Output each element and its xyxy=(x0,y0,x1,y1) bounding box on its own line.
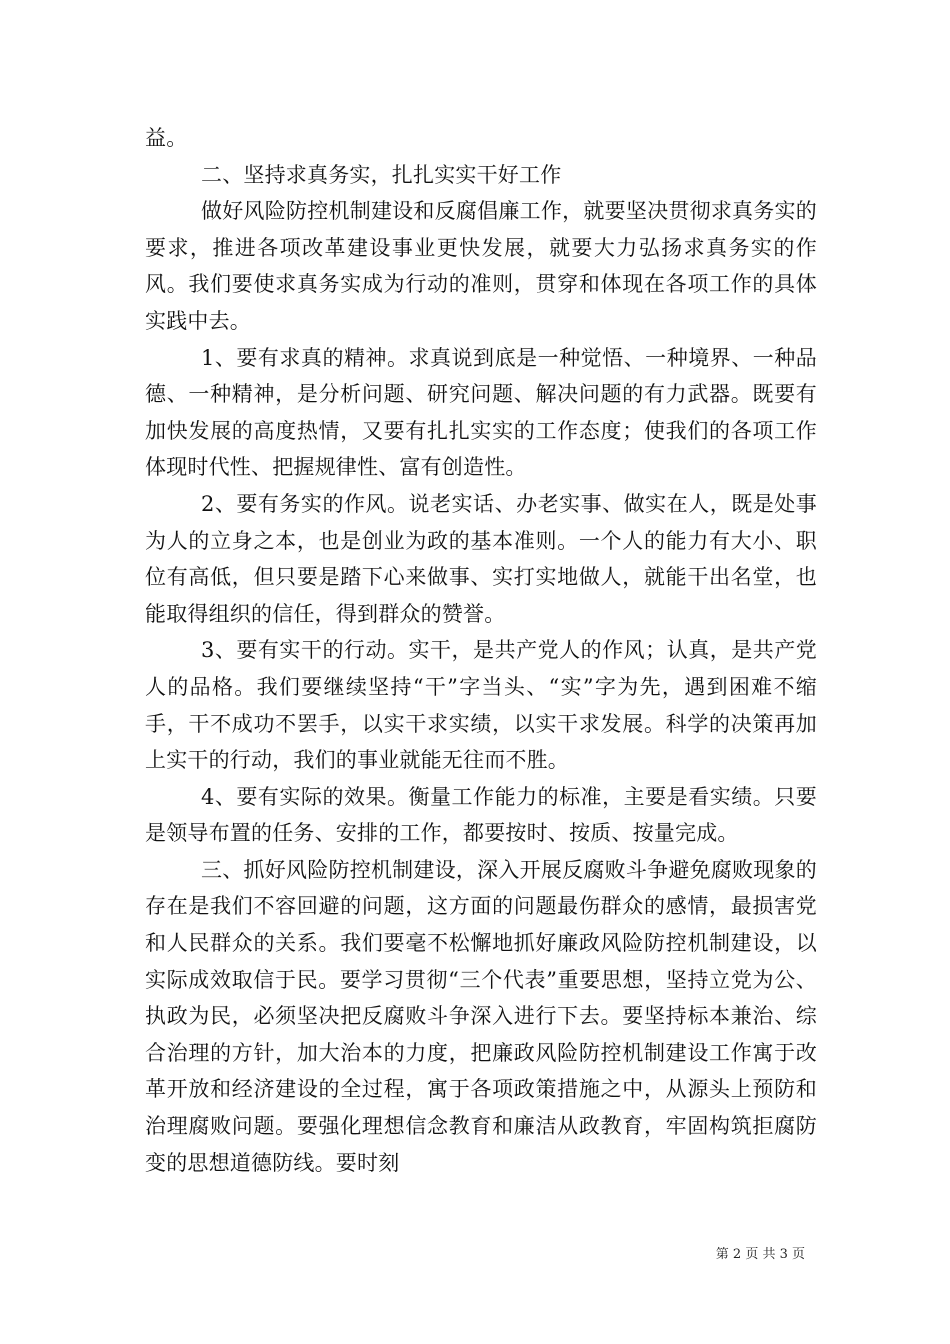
paragraph-5: 2、要有务实的作风。说老实话、办老实事、做实在人，既是处事为人的立身之本，也是创业为政的基本准则。一个人的能力有大小、职位有高低，但只要是踏下心来做事、实打实地做人，就能干出名堂，也能取得组织的信任，得到群众的赞誉。 xyxy=(145,491,817,626)
body-text xyxy=(145,120,817,1181)
paragraph-3: 做好风险防控机制建设和反腐倡廉工作，就要坚决贯彻求真务实的要求，推进各项改革建设事业更快发展，就要大力弘扬求真务实的作风。我们要使求真务实成为行动的准则，贯穿和体现在各项工作的具体实践中去。 xyxy=(145,199,817,333)
section-heading-2: 二、坚持求真务实，扎扎实实干好工作 xyxy=(201,162,562,187)
section-heading-3-paragraph: 三、抓好风险防控机制建设，深入开展反腐败斗争避免腐败现象的存在是我们不容回避的问题，这方面的问题最伤群众的感情，最损害党和人民群众的关系。我们要毫不松懈地抓好廉政风险防控机制建设，以实际成效取信于民。要学习贯彻“三个代表”重要思想，坚持立党为公、执政为民，必须坚决把反腐败斗争深入进行下去。要坚持标本兼治、综合治理的方针，加大治本的力度，把廉政风险防控机制建设工作寓于改革开放和经济建设的全过程，寓于各项政策措施之中，从源头上预防和治理腐败问题。要强化理想信念教育和廉洁从政教育，牢固构筑拒腐防变的思想道德防线。要时刻 xyxy=(145,857,817,1175)
paragraph-7: 4、要有实际的效果。衡量工作能力的标准，主要是看实绩。只要是领导布置的任务、安排的工作，都要按时、按质、按量完成。 xyxy=(145,784,817,846)
page-number-footer: 第 2 页 共 3 页 xyxy=(715,1247,805,1262)
paragraph-6: 3、要有实干的行动。实干，是共产党人的作风；认真，是共产党人的品格。我们要继续坚持“干”字当头、“实”字为先，遇到困难不缩手，干不成功不罢手，以实干求实绩，以实干求发展。科学的决策再加上实干的行动，我们的事业就能无往而不胜。 xyxy=(145,638,817,773)
paragraph-1: 益。 xyxy=(145,126,188,150)
paragraph-4: 1、要有求真的精神。求真说到底是一种觉悟、一种境界、一种品德、一种精神，是分析问题、研究问题、解决问题的有力武器。既要有加快发展的高度热情，又要有扎扎实实的工作态度；使我们的各项工作体现时代性、把握规律性、富有创造性。 xyxy=(145,345,817,480)
